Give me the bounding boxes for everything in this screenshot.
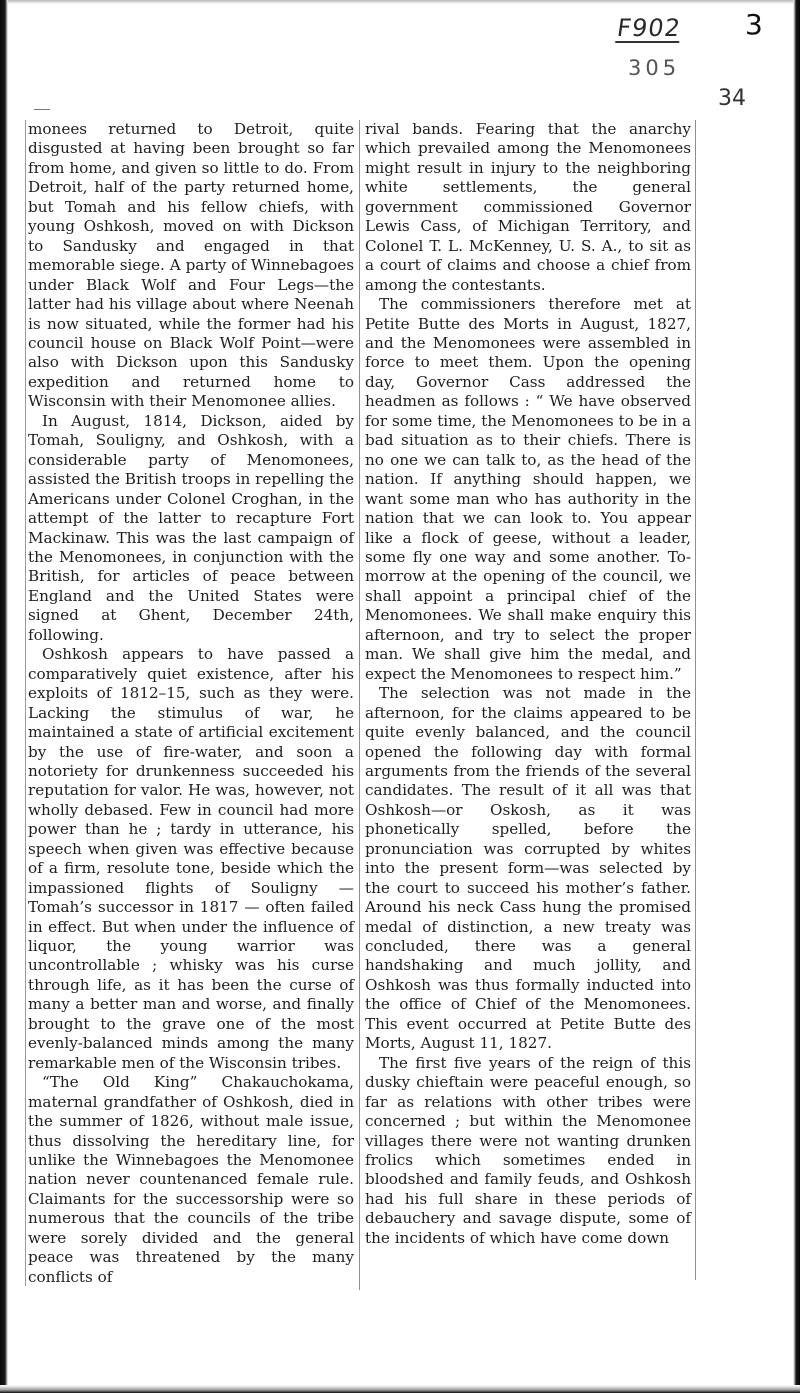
- text-column-right: [365, 120, 691, 1286]
- paragraph: The first five years of the reign of this dusky chieftain were peaceful enough, so far as relations with other tribes were concerned ; but within the Menomonee villages there were not wanting drunken frolics which sometimes ended in bloodshed and family feuds, and Oshkosh had his full share in these periods of debauchery and savage dispute, some of the incidents of which have come down: [365, 1053, 691, 1247]
- scan-edge-top: [0, 0, 800, 4]
- handwritten-folio-number: 34: [718, 86, 746, 111]
- scan-edge-bottom: [0, 1385, 800, 1393]
- scan-edge-left: [0, 0, 8, 1393]
- handwritten-catalog-number: F902: [615, 14, 683, 42]
- handwritten-page-number: 3: [745, 8, 763, 41]
- right-column-rule: [695, 120, 696, 1280]
- text-column-left: [25, 120, 354, 1286]
- paragraph: In August, 1814, Dickson, aided by Tomah, Souligny, and Oshkosh, with a considerable party of Menomonees, assisted the British troops in repelling the Americans under Colonel Croghan, in the attempt of the latter to recapture Fort Mackinaw. This was the last campaign of the Menomonees, in conjunction with the British, for articles of peace between England and the United States were signed at Ghent, December 24th, following.: [28, 411, 354, 644]
- column-divider: [359, 120, 360, 1290]
- paragraph: “The Old King” Chakauchokama, maternal grandfather of Oshkosh, died in the summer of 1826, without male issue, thus dissolving the hereditary line, for unlike the Winnebagoes the Menomonee nation never countenanced female rule. Claimants for the successorship were so numerous that the councils of the tribe were sorely divided and the general peace was threatened by the many conflicts of: [28, 1073, 354, 1286]
- scan-edge-right: [793, 0, 800, 1393]
- paragraph: The commissioners therefore met at Petite Butte des Morts in August, 1827, and the Menomonees were assembled in force to meet them. Upon the opening day, Governor Cass addressed the headmen as follows : “ We have observed for some time, the Menomonees to be in a bad situation as to their chiefs. There is no one we can talk to, as the head of the nation. If anything should happen, we want some man who has authority in the nation that we can look to. You appear like a flock of geese, without a leader, some fly one way and some another. To-morrow at the opening of the council, we shall appoint a principal chief of the Menomonees. We shall make enquiry this afternoon, and try to select the proper man. We shall give him the medal, and expect the Menomonees to respect him.”: [365, 295, 691, 683]
- column-head-mark: [34, 109, 50, 110]
- paragraph: Oshkosh appears to have passed a comparatively quiet existence, after his exploits of 1812–15, such as they were. Lacking the stimulus of war, he maintained a state of artificial excitement by the use of fire-water, and soon a notoriety for drunkenness succeeded his reputation for valor. He was, however, not wholly debased. Few in council had more power than he ; tardy in utterance, his speech when given was effective because of a firm, resolute tone, beside which the impassioned flights of Souligny — Tomah’s successor in 1817 — often failed in effect. But when under the influence of liquor, the young warrior was uncontrollable ; whisky was his curse through life, as it has been the curse of many a better man and worse, and finally brought to the grave one of the most evenly-balanced minds among the many remarkable men of the Wisconsin tribes.: [28, 645, 354, 1072]
- paragraph: The selection was not made in the afternoon, for the claims appeared to be quite evenly balanced, and the council opened the following day with formal arguments from the friends of the several candidates. The result of it all was that Oshkosh—or Oskosh, as it was phonetically spelled, before the pronunciation was corrupted by whites into the present form—was selected by the court to succeed his mother’s father. Around his neck Cass hung the promised medal of distinction, a new treaty was concluded, there was a general handshaking and much jollity, and Oshkosh was thus formally inducted into the office of Chief of the Menomonees. This event occurred at Petite Butte des Morts, August 11, 1827.: [365, 684, 691, 1053]
- handwritten-sub-number: 305: [628, 56, 681, 80]
- paragraph: rival bands. Fearing that the anarchy which prevailed among the Menomonees might result in injury to the neighboring white settlements, the general government commissioned Governor Lewis Cass, of Michigan Territory, and Colonel T. L. McKenney, U. S. A., to sit as a court of claims and choose a chief from among the contestants.: [365, 120, 691, 294]
- paragraph: monees returned to Detroit, quite disgusted at having been brought so far from home, and given so little to do. From Detroit, half of the party returned home, but Tomah and his fellow chiefs, with young Oshkosh, moved on with Dickson to Sandusky and engaged in that memorable siege. A party of Winnebagoes under Black Wolf and Four Legs—the latter had his village about where Neenah is now situated, while the former had his council house on Black Wolf Point—were also with Dickson upon this Sandusky expedition and returned home to Wisconsin with their Menomonee allies.: [28, 120, 354, 411]
